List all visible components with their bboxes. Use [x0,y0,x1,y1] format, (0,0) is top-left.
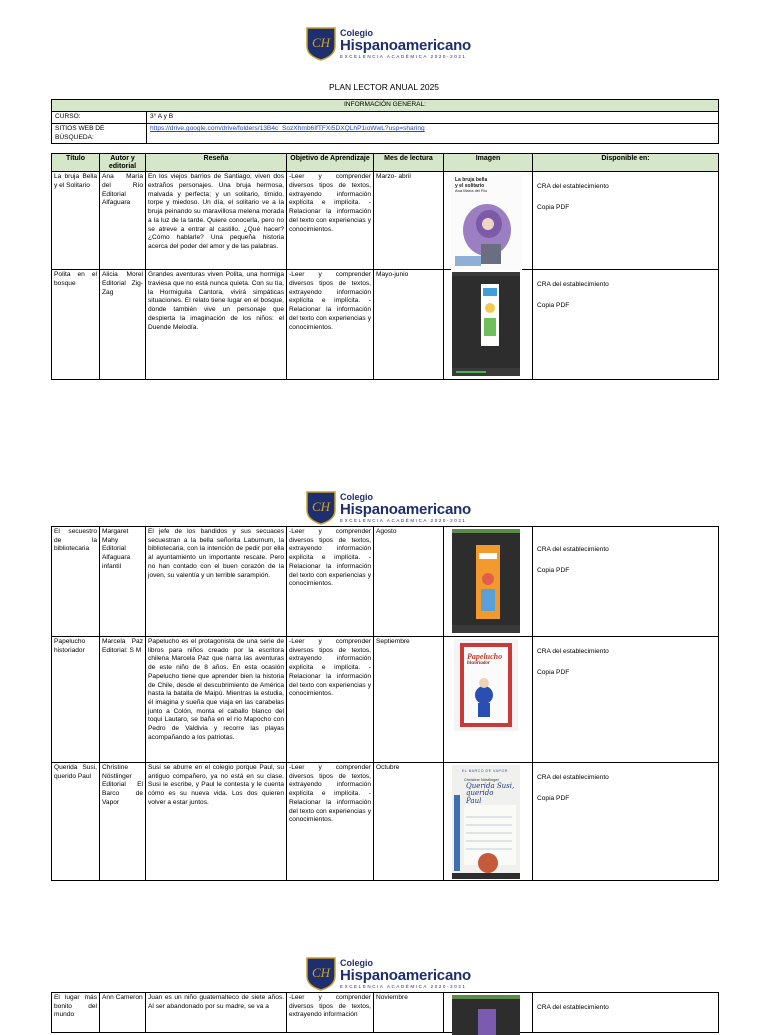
book-title: El secuestro de la bibliotecaria [52,527,100,637]
svg-text:CH: CH [311,35,331,50]
cover-author: Christine Nöstlinger [464,777,499,782]
cover-secuestro [452,529,520,633]
availability-pdf: Copia PDF [537,302,570,310]
book-month: Noviembre [374,993,444,1033]
col-imagen: Imagen [444,154,533,172]
table-row [52,172,719,270]
school-logo [306,27,471,61]
cover-title-3: Paul [466,796,482,805]
book-author: Margaret Mahy Editorial Alfaguara infantil [100,527,146,637]
availability-cra: CRA del establecimiento [537,183,609,191]
book-review: El jefe de los bandidos y sus secuaces secuestran a la bella señorita Laburnum, la bibliotecaria, con la intención de pedir por ella al ayuntamiento un importante rescate. Pero no han contado con el buen corazón de la joven, su valentía y un terrible sarampión. [146,527,287,637]
logo-line-2: Hispanoamericano [340,500,472,518]
book-image-cell [444,270,533,380]
book-review: Grandes aventuras viven Polita, una hormiga traviesa que no está nunca quieta. Con su tía, la Hormiguita Cantora, vivirá simpáticas situaciones. El relato tiene lugar en el bosque, donde también vive un personaje que despierta la imaginación de los niños: el Duende Melodía. [146,270,287,380]
col-objetivo: Objetivo de Aprendizaje [287,154,374,172]
book-author: Ann Cameron [100,993,146,1033]
book-objective: -Leer y comprender diversos tipos de textos, extrayendo información explícita e implícita. -Relacionar la información del texto con experiencias y conocimientos. [287,527,374,637]
book-month: Mayo-junio [374,270,444,380]
availability-pdf: Copia PDF [537,566,570,574]
curso-value: 3° A y B [147,112,719,124]
books-table [51,153,719,380]
book-month: Agosto [374,527,444,637]
cover-querida-susi [452,765,520,879]
shield-icon [306,491,336,525]
logo-line-1: Colegio [340,27,373,38]
table-row [52,637,719,763]
cover-bruja [451,174,522,270]
book-image-cell [444,993,533,1033]
sitios-label: SITIOS WEB DE BÚSQUEDA: [52,124,147,144]
info-header: INFORMACIÓN GENERAL: [52,100,719,112]
book-objective: -Leer y comprender diversos tipos de textos, extrayendo información explícita e implícita. -Relacionar la información del texto con experiencias y conocimientos. [287,172,374,270]
cover-title-2: querido [466,789,494,798]
sitios-link[interactable]: https://drive.google.com/drive/folders/13B4c_SozXhmb6IfTFXi5DXQLhP1ioWwL?usp=sharing [150,125,425,132]
book-review: Susi se aburre en el colegio porque Paul, su antiguo compañero, ya no está en su clase. Susi le escribe, y Paul le contesta y le cuenta cómo es su nueva vida. Los dos quieren volver a estar juntos. [146,763,287,881]
table-row [52,993,719,1033]
logo-line-2: Hispanoamericano [340,966,472,984]
book-objective: -Leer y comprender diversos tipos de textos, extrayendo información [287,993,374,1033]
book-image-cell [444,172,533,270]
page-title: PLAN LECTOR ANUAL 2025 [328,82,440,92]
book-image-cell [444,763,533,881]
table-row [52,527,719,637]
curso-label: CURSO: [52,112,147,124]
cover-author: Ana María del Río [455,188,488,194]
books-table-3 [51,992,719,1033]
logo-line-1: Colegio [340,957,373,968]
books-table-2 [51,526,719,881]
logo-line-3: EXCELENCIA ACADÉMICA 2020-2021 [340,517,467,523]
logo-line-3: EXCELENCIA ACADÉMICA 2020-2021 [340,983,467,989]
school-logo [306,957,471,991]
availability-cra: CRA del establecimiento [537,774,609,781]
cover-title-2: historiador [467,661,490,666]
col-autor: Autor y editorial [100,154,146,172]
book-objective: -Leer y comprender diversos tipos de textos, extrayendo información explícita e implícita. -Relacionar la información del texto con experiencias y conocimientos. [287,763,374,881]
cover-title-1: La bruja bella [455,177,488,184]
book-author: Christine Nöstlinger Editorial El Barco de Vapor [100,763,146,881]
cover-title-1: Papelucho [467,652,503,661]
book-month: Septiembre [374,637,444,763]
book-title: Polita en el bosque [52,270,100,380]
book-author: Marcela Paz Editorial: S M [100,637,146,763]
book-author: Ana María del Río Editorial Alfaguara [100,172,146,270]
availability-cra: CRA del establecimiento [537,281,609,289]
book-title: Papelucho historiador [52,637,100,763]
availability-pdf: Copia PDF [537,794,570,802]
logo-line-3: EXCELENCIA ACADÉMICA 2020-2021 [340,53,467,59]
book-image-cell [444,527,533,637]
col-disponible: Disponible en: [533,154,719,172]
cover-title-2: y el solitario [455,182,485,189]
book-title: El lugar más bonito del mundo [52,993,100,1033]
book-objective: -Leer y comprender diversos tipos de textos, extrayendo información explícita e implícita. -Relacionar la información del texto con experiencias y conocimientos. [287,270,374,380]
cover-publisher: EL BARCO DE VAPOR [462,769,508,773]
book-review: Papelucho es el protagonista de una serie de libros para niños creado por la escritora chilena Marcela Paz que narra las aventuras de este niño de 8 años. En esta ocasión Papelucho tiene que aprender bien la historia de Chile, desde el descubrimiento de América hasta la batalla de Maipú. Mientras la estudia, él imagina y sueña que viaja en las carabelas junto a Colón, monta el caballo blanco del toqui Lautaro, se baña en el río Mapocho con Pedro de Valdivia y recorre las playas acompañando a los patriotas. [146,637,287,763]
book-review: En los viejos barrios de Santiago, viven dos extraños personajes. Una bruja hermosa, malvada y perfecta; y un solitario, tímido, torpe y miedoso. Un día, el solitario ve a la bruja peinando su maravillosa melena morada a la luz de la tarde. Quiere conocerla, pero no se atreve a entrar al castillo. ¿Qué hacer? ¿Cómo hablarle? Una pequeña historia acerca del poder del amor y de las palabras. [146,172,287,270]
book-month: Marzo- abril [374,172,444,270]
cover-title-1: Querida Susi, [466,782,515,790]
book-review: Juan es un niño guatemalteco de siete años. Al ser abandonado por su madre, se va a [146,993,287,1033]
book-author: Alicia Morel Editorial Zig-Zag [100,270,146,380]
table-row [52,270,719,380]
svg-text:CH: CH [311,965,331,980]
cover-lugar-bonito [452,995,520,1035]
availability-cra: CRA del establecimiento [537,546,609,553]
book-title: Querida Susi, querido Paul [52,763,100,881]
availability-pdf: Copia PDF [537,204,570,212]
shield-icon [306,957,336,991]
col-mes: Mes de lectura [374,154,444,172]
cover-papelucho [454,639,518,731]
logo-line-2: Hispanoamericano [340,36,472,54]
table-row [52,763,719,881]
book-month: Octubre [374,763,444,881]
col-titulo: Título [52,154,100,172]
school-logo [306,491,471,525]
info-table [51,99,719,144]
availability-pdf: Copia PDF [537,668,570,676]
availability-cra: CRA del establecimiento [537,648,609,655]
svg-text:CH: CH [311,499,331,514]
availability-cra: CRA del establecimiento [537,1004,609,1011]
col-resena: Reseña [146,154,287,172]
book-title: La bruja Bella y el Solitario [52,172,100,270]
cover-polita [452,272,520,376]
book-objective: -Leer y comprender diversos tipos de textos, extrayendo información explícita e implícita. -Relacionar la información del texto con experiencias y conocimientos. [287,637,374,763]
shield-icon [306,27,336,61]
book-image-cell [444,637,533,763]
logo-line-1: Colegio [340,491,373,502]
